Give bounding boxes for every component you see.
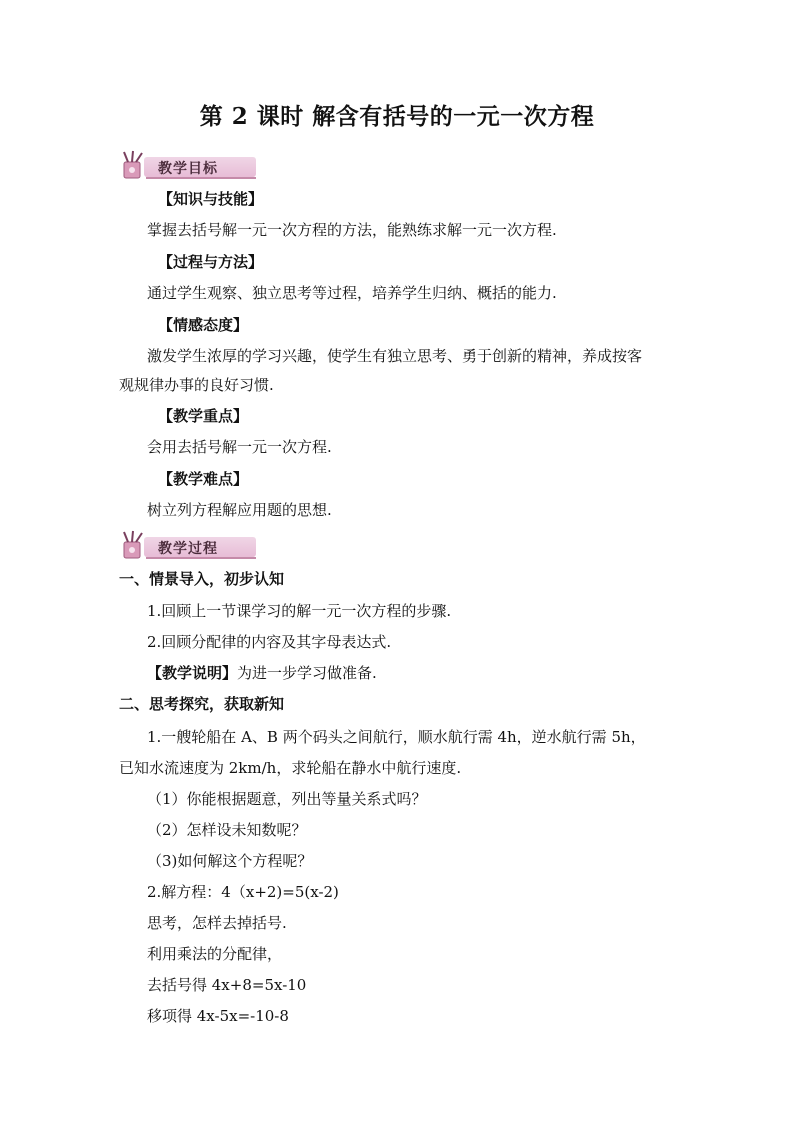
key-point-heading: 【教学重点】 <box>158 407 249 425</box>
attitude-heading: 【情感态度】 <box>158 316 249 334</box>
question-2: （2）怎样设未知数呢？ <box>147 821 307 839</box>
section2-heading: 二、思考探究，获取新知 <box>119 695 285 713</box>
section-banner-objectives <box>118 150 258 180</box>
equation-label: 2.解方程：4（x+2)=5(x-2) <box>147 883 339 901</box>
problem-line2: 已知水流速度为 2km/h，求轮船在静水中航行速度. <box>119 759 462 777</box>
process-method-heading: 【过程与方法】 <box>158 253 264 271</box>
distributive-text: 利用乘法的分配律， <box>147 945 283 963</box>
question-1: （1）你能根据题意，列出等量关系式吗？ <box>147 790 427 808</box>
step-transpose: 移项得 4x-5x=-10-8 <box>147 1007 289 1025</box>
section1-item1: 1.回顾上一节课学习的解一元一次方程的步骤. <box>147 602 452 620</box>
section-banner-process <box>118 530 258 560</box>
note-heading: 【教学说明】 <box>147 664 238 682</box>
banner-label: 教学目标 <box>158 161 218 177</box>
problem-line1: 1.一艘轮船在 A、B 两个码头之间航行，顺水航行需 4h，逆水航行需 5h， <box>147 728 646 746</box>
section1-note <box>147 663 377 683</box>
knowledge-heading: 【知识与技能】 <box>158 190 264 208</box>
think-text: 思考，怎样去掉括号. <box>147 914 287 932</box>
key-point-text: 会用去括号解一元一次方程. <box>147 438 332 456</box>
step-remove-brackets: 去括号得 4x+8=5x-10 <box>147 976 307 994</box>
section1-heading: 一、情景导入，初步认知 <box>119 570 285 588</box>
section1-item2: 2.回顾分配律的内容及其字母表达式. <box>147 633 392 651</box>
attitude-text-line2: 观规律办事的良好习惯. <box>119 376 274 394</box>
banner-label: 教学过程 <box>158 541 218 557</box>
page-title: 第 2 课时 解含有括号的一元一次方程 <box>199 103 595 130</box>
difficulty-text: 树立列方程解应用题的思想. <box>147 501 332 519</box>
knowledge-text: 掌握去括号解一元一次方程的方法，能熟练求解一元一次方程. <box>147 221 557 239</box>
process-method-text: 通过学生观察、独立思考等过程，培养学生归纳、概括的能力. <box>147 284 557 302</box>
question-3: （3)如何解这个方程呢？ <box>147 852 313 870</box>
attitude-text-line1: 激发学生浓厚的学习兴趣，使学生有独立思考、勇于创新的精神，养成按客 <box>147 347 643 365</box>
difficulty-heading: 【教学难点】 <box>158 470 249 488</box>
note-text: 为进一步学习做准备. <box>237 664 377 682</box>
